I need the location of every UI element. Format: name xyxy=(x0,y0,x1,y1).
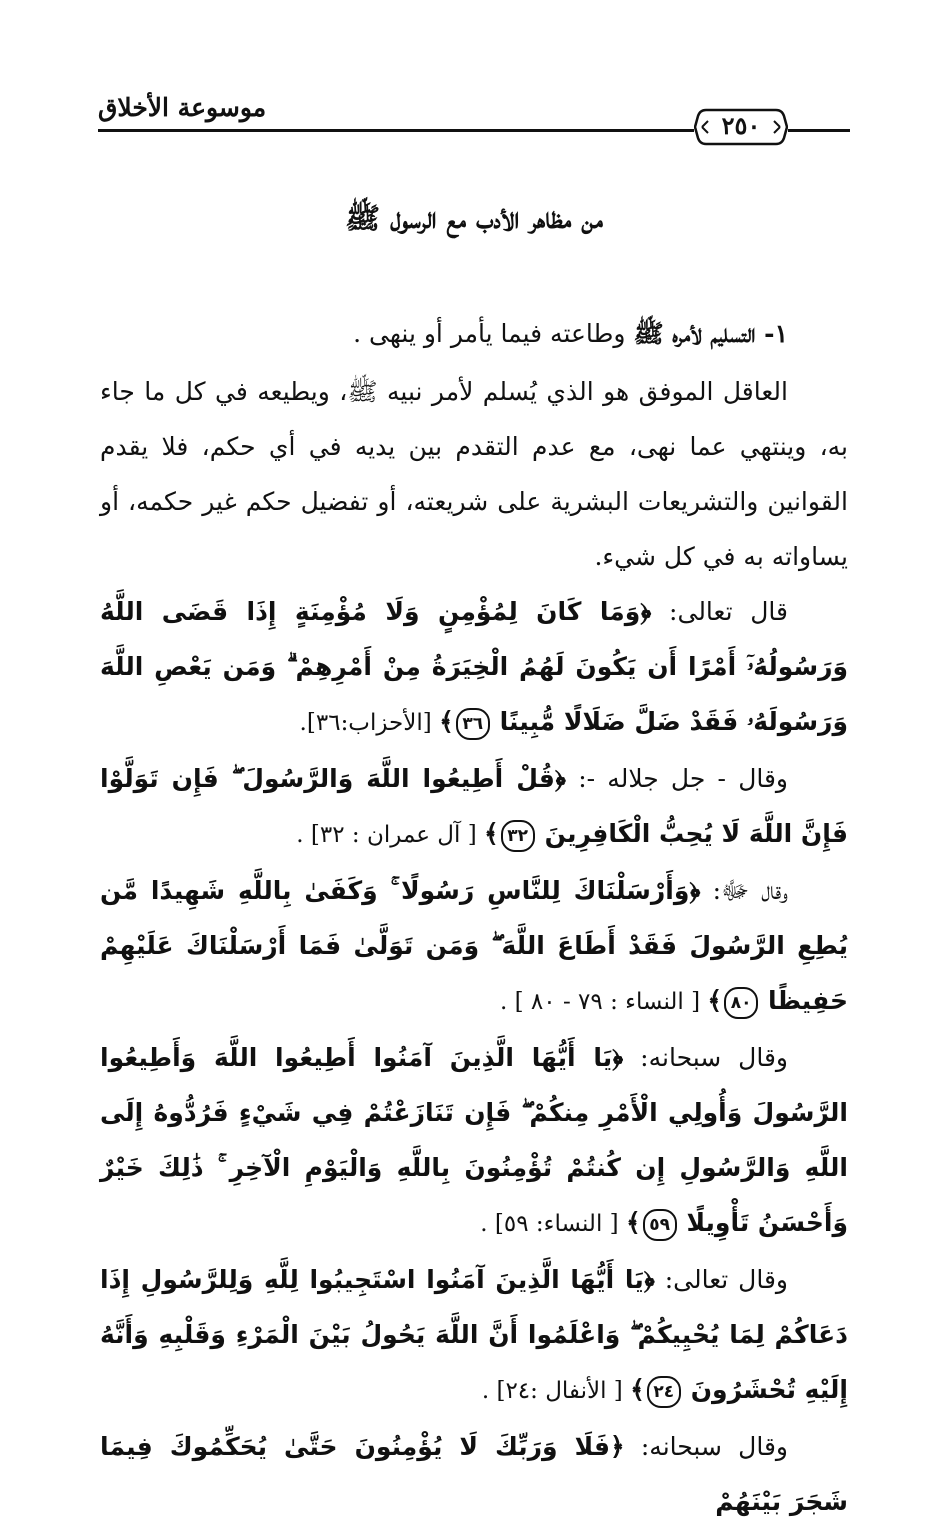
quote-intro: وقال ﷻ: xyxy=(700,876,788,905)
quote-block xyxy=(100,1252,848,1419)
quran-verse: ﴿وَأَرْسَلْنَاكَ لِلنَّاسِ رَسُولًا ۚ وَكَفَىٰ بِاللَّهِ شَهِيدًا مَّن يُطِعِ الرَّسُولَ فَقَدْ أَطَاعَ اللَّهَ ۖ وَمَن تَوَلَّىٰ فَمَا أَرْسَلْنَاكَ عَلَيْهِمْ حَفِيظًا xyxy=(100,876,848,1015)
quote-reference: [ النساء : ٧٩ - ٨٠ ] . xyxy=(500,989,708,1015)
quote-reference: [الأحزاب:٣٦]. xyxy=(299,710,440,736)
ayah-number-badge: ٣٢ xyxy=(501,820,535,852)
quote-intro: وقال تعالى: xyxy=(654,1265,788,1294)
quran-verse: ﴿فَلَا وَرَبِّكَ لَا يُؤْمِنُونَ حَتَّىٰ يُحَكِّمُوكَ فِيمَا شَجَرَ بَيْنَهُمْ xyxy=(100,1432,848,1516)
ayah-number-badge: ٥٩ xyxy=(643,1209,677,1241)
point-heading xyxy=(100,306,848,361)
point-label: ١- التسليم لأمره ﷺ xyxy=(633,319,788,348)
quran-verse: ﴿يَا أَيُّهَا الَّذِينَ آمَنُوا اسْتَجِيبُوا لِلَّهِ وَلِلرَّسُولِ إِذَا دَعَاكُمْ لِمَا يُحْيِيكُمْ ۖ وَاعْلَمُوا أَنَّ اللَّهَ يَحُولُ بَيْنَ الْمَرْءِ وَقَلْبِهِ وَأَنَّهُ إِلَيْهِ تُحْشَرُونَ xyxy=(100,1265,848,1404)
quran-verse: ﴿وَمَا كَانَ لِمُؤْمِنٍ وَلَا مُؤْمِنَةٍ إِذَا قَضَى اللَّهُ وَرَسُولُهُۥٓ أَمْرًا أَن يَكُونَ لَهُمُ الْخِيَرَةُ مِنْ أَمْرِهِمْ ۗ وَمَن يَعْصِ اللَّهَ وَرَسُولَهُۥ فَقَدْ ضَلَّ ضَلَالًا مُّبِينًا xyxy=(100,597,848,736)
quote-reference: [ آل عمران : ٣٢] . xyxy=(296,822,484,848)
verse-close: ﴾ xyxy=(483,819,499,848)
quote-reference: [ الأنفال :٢٤] . xyxy=(481,1378,631,1404)
point-rest: وطاعته فيما يأمر أو ينهى . xyxy=(353,319,634,348)
ayah-number-badge: ٣٦ xyxy=(456,708,490,740)
section-title: من مظاهر الأدب مع الرسول ﷺ xyxy=(345,201,603,235)
quote-block xyxy=(100,863,848,1030)
quote-block xyxy=(100,751,848,863)
quote-block xyxy=(100,1030,848,1252)
ayah-number-badge: ٨٠ xyxy=(724,987,758,1019)
book-title: موسوعة الأخلاق xyxy=(98,90,276,126)
quote-intro: قال تعالى: xyxy=(651,597,788,626)
quran-verse: ﴿قُلْ أَطِيعُوا اللَّهَ وَالرَّسُولَ ۖ فَإِن تَوَلَّوْا فَإِنَّ اللَّهَ لَا يُحِبُّ الْكَافِرِينَ xyxy=(100,764,848,848)
verse-close: ﴾ xyxy=(439,707,454,736)
quote-block xyxy=(100,584,848,751)
body-text xyxy=(100,306,848,1529)
paragraph: العاقل الموفق هو الذي يُسلم لأمر نبيه ﷺ، ويطيعه في كل ما جاء به، وينتهي عما نهى، مع عدم التقدم بين يديه في أي حكم، فلا يقدم القوانين والتشريعات البشرية على شريعته، أو تفضيل حكم غير حكمه، أو يساواته به في كل شيء. xyxy=(100,377,848,571)
quran-verse: ﴿يَا أَيُّهَا الَّذِينَ آمَنُوا أَطِيعُوا اللَّهَ وَأَطِيعُوا الرَّسُولَ وَأُولِي الْأَمْرِ مِنكُمْ ۖ فَإِن تَنَازَعْتُمْ فِي شَيْءٍ فَرُدُّوهُ إِلَى اللَّهِ وَالرَّسُولِ إِن كُنتُمْ تُؤْمِنُونَ بِاللَّهِ وَالْيَوْمِ الْآخِرِ ۚ ذَٰلِكَ خَيْرٌ وَأَحْسَنُ تَأْوِيلًا xyxy=(100,1043,848,1237)
verse-close: ﴾ xyxy=(630,1375,645,1404)
verse-close: ﴾ xyxy=(625,1208,641,1237)
quote-intro: وقال سبحانه: xyxy=(624,1432,788,1461)
quote-intro: وقال - جل جلاله -: xyxy=(565,764,789,793)
verse-close: ﴾ xyxy=(707,986,723,1015)
quote-intro: وقال سبحانه: xyxy=(623,1043,788,1072)
running-header xyxy=(98,82,850,152)
ayah-number-badge: ٢٤ xyxy=(647,1376,681,1408)
quote-reference: [ النساء: ٥٩] . xyxy=(480,1211,626,1237)
page-number: ٢٥٠ xyxy=(721,111,761,140)
page-number-frame xyxy=(694,108,788,146)
quote-block xyxy=(100,1419,848,1529)
